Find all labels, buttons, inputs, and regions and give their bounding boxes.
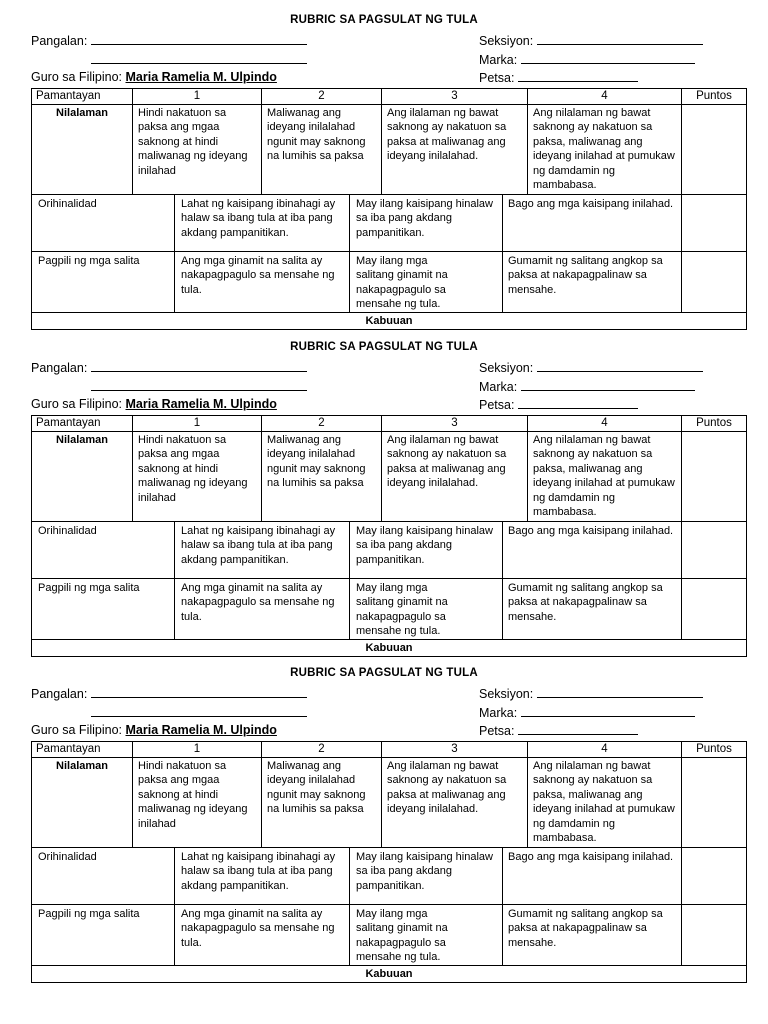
rubric-form-1 (0, 0, 768, 330)
orihinalidad-level-2: May ilang kaisipang hinalaw sa iba pang akdang pampanitikan. (356, 850, 493, 892)
nilalaman-level-2: Maliwanag ang ideyang inilalahad ngunit may saknong na lumihis sa paksa (262, 757, 382, 847)
date-field[interactable] (518, 723, 638, 735)
name-line-2 (91, 705, 307, 720)
pagpili-cell (32, 251, 682, 312)
section-label: Seksiyon: (479, 34, 534, 48)
date-line (479, 397, 638, 412)
nilalaman-level-4: Ang nilalaman ng bawat saknong ay nakatuon sa paksa, maliwanag ang ideyang inilahad at pumukaw ng damdamin ng mambabasa. (528, 431, 682, 521)
nilalaman-level-2: Maliwanag ang ideyang inilalahad ngunit may saknong na lumihis sa paksa (262, 104, 382, 194)
rubric-table (31, 415, 747, 657)
teacher-label: Guro sa Filipino: (31, 70, 123, 84)
grade-line (479, 379, 695, 394)
total-label: Kabuuan (32, 312, 747, 330)
date-line (479, 70, 638, 85)
criteria-orihinalidad: Orihinalidad (38, 850, 97, 863)
pagpili-level-3: Gumamit ng salitang angkop sa paksa at nakapagpalinaw sa mensahe. (508, 907, 663, 949)
header-level-3: 3 (382, 89, 528, 105)
teacher-line (31, 723, 277, 737)
criteria-orihinalidad: Orihinalidad (38, 524, 97, 537)
form-title: RUBRIC SA PAGSULAT NG TULA (290, 667, 478, 679)
pagpili-cell (32, 904, 682, 965)
date-label: Petsa: (479, 724, 515, 738)
header-level-1: 1 (133, 742, 262, 758)
date-field[interactable] (518, 397, 638, 409)
nilalaman-level-4: Ang nilalaman ng bawat saknong ay nakatuon sa paksa, maliwanag ang ideyang inilahad at pumukaw ng damdamin ng mambabasa. (528, 757, 682, 847)
date-label: Petsa: (479, 71, 515, 85)
pagpili-level-3: Gumamit ng salitang angkop sa paksa at nakapagpalinaw sa mensahe. (508, 254, 663, 296)
row-pagpili (32, 578, 747, 639)
header-level-2: 2 (262, 89, 382, 105)
grade-label: Marka: (479, 706, 518, 720)
pagpili-level-2: May ilang mga salitang ginamit na nakapagpagulo sa mensahe ng tula. (356, 254, 448, 310)
pagpili-level-3: Gumamit ng salitang angkop sa paksa at nakapagpalinaw sa mensahe. (508, 581, 663, 623)
section-label: Seksiyon: (479, 361, 534, 375)
row-nilalaman (32, 431, 747, 521)
grade-field[interactable] (521, 52, 695, 64)
grade-label: Marka: (479, 380, 518, 394)
grade-line (479, 705, 695, 720)
pagpili-cell (32, 578, 682, 639)
nilalaman-level-1: Hindi nakatuon sa paksa ang mgaa saknong at hindi maliwanag ng ideyang inilahad (133, 757, 262, 847)
name-field[interactable] (91, 33, 307, 45)
grade-field[interactable] (521, 705, 695, 717)
orihinalidad-cell (32, 521, 682, 578)
orihinalidad-points[interactable] (682, 847, 747, 904)
header-row (32, 742, 747, 758)
row-orihinalidad (32, 521, 747, 578)
section-line (479, 360, 703, 375)
rubric-form-3 (0, 653, 768, 983)
row-pagpili (32, 251, 747, 312)
row-nilalaman (32, 757, 747, 847)
criteria-orihinalidad: Orihinalidad (38, 197, 97, 210)
header-row (32, 416, 747, 432)
date-label: Petsa: (479, 398, 515, 412)
orihinalidad-level-1: Lahat ng kaisipang ibinahagi ay halaw sa ibang tula at iba pang akdang pampanitikan. (181, 524, 336, 566)
teacher-line (31, 70, 277, 84)
header-criteria: Pamantayan (32, 416, 133, 432)
name-field[interactable] (91, 686, 307, 698)
header-level-3: 3 (382, 416, 528, 432)
header-level-2: 2 (262, 742, 382, 758)
pagpili-level-2: May ilang mga salitang ginamit na nakapagpagulo sa mensahe ng tula. (356, 907, 448, 963)
pagpili-level-1: Ang mga ginamit na salita ay nakapagpagulo sa mensahe ng tula. (181, 581, 335, 623)
header-level-1: 1 (133, 89, 262, 105)
date-field[interactable] (518, 70, 638, 82)
section-label: Seksiyon: (479, 687, 534, 701)
name-label: Pangalan: (31, 687, 88, 701)
orihinalidad-level-2: May ilang kaisipang hinalaw sa iba pang akdang pampanitikan. (356, 197, 493, 239)
header-level-3: 3 (382, 742, 528, 758)
criteria-nilalaman: Nilalaman (32, 104, 133, 194)
teacher-name: Maria Ramelia M. Ulpindo (125, 723, 277, 737)
nilalaman-level-3: Ang ilalaman ng bawat saknong ay nakatuon sa paksa at maliwanag ang ideyang inilalahad. (382, 431, 528, 521)
header-level-1: 1 (133, 416, 262, 432)
criteria-nilalaman: Nilalaman (32, 757, 133, 847)
row-nilalaman (32, 104, 747, 194)
nilalaman-level-3: Ang ilalaman ng bawat saknong ay nakatuon sa paksa at maliwanag ang ideyang inilalahad. (382, 104, 528, 194)
section-field[interactable] (537, 33, 703, 45)
grade-field[interactable] (521, 379, 695, 391)
nilalaman-level-3: Ang ilalaman ng bawat saknong ay nakatuon sa paksa at maliwanag ang ideyang inilalahad. (382, 757, 528, 847)
teacher-label: Guro sa Filipino: (31, 397, 123, 411)
header-level-4: 4 (528, 89, 682, 105)
nilalaman-level-4: Ang nilalaman ng bawat saknong ay nakatuon sa paksa, maliwanag ang ideyang inilahad at pumukaw ng damdamin ng mambabasa. (528, 104, 682, 194)
name-field-2[interactable] (91, 379, 307, 391)
total-row (32, 965, 747, 983)
orihinalidad-points[interactable] (682, 521, 747, 578)
nilalaman-level-1: Hindi nakatuon sa paksa ang mgaa saknong at hindi maliwanag ng ideyang inilahad (133, 104, 262, 194)
nilalaman-level-1: Hindi nakatuon sa paksa ang mgaa saknong at hindi maliwanag ng ideyang inilahad (133, 431, 262, 521)
nilalaman-points[interactable] (682, 757, 747, 847)
form-title: RUBRIC SA PAGSULAT NG TULA (290, 341, 478, 353)
name-line (31, 33, 307, 48)
pagpili-level-1: Ang mga ginamit na salita ay nakapagpagulo sa mensahe ng tula. (181, 907, 335, 949)
name-field[interactable] (91, 360, 307, 372)
orihinalidad-level-2: May ilang kaisipang hinalaw sa iba pang akdang pampanitikan. (356, 524, 493, 566)
header-points: Puntos (682, 416, 747, 432)
teacher-label: Guro sa Filipino: (31, 723, 123, 737)
section-field[interactable] (537, 360, 703, 372)
name-field-2[interactable] (91, 705, 307, 717)
header-level-4: 4 (528, 742, 682, 758)
name-field-2[interactable] (91, 52, 307, 64)
name-line (31, 686, 307, 701)
row-pagpili (32, 904, 747, 965)
header-level-2: 2 (262, 416, 382, 432)
orihinalidad-level-3: Bago ang mga kaisipang inilahad. (508, 197, 674, 210)
nilalaman-points[interactable] (682, 104, 747, 194)
form-title: RUBRIC SA PAGSULAT NG TULA (290, 14, 478, 26)
row-orihinalidad (32, 847, 747, 904)
pagpili-points[interactable] (682, 251, 747, 312)
rubric-table (31, 741, 747, 983)
name-label: Pangalan: (31, 361, 88, 375)
nilalaman-level-2: Maliwanag ang ideyang inilalahad ngunit may saknong na lumihis sa paksa (262, 431, 382, 521)
orihinalidad-level-1: Lahat ng kaisipang ibinahagi ay halaw sa ibang tula at iba pang akdang pampanitikan. (181, 197, 336, 239)
section-line (479, 686, 703, 701)
grade-label: Marka: (479, 53, 518, 67)
section-field[interactable] (537, 686, 703, 698)
name-label: Pangalan: (31, 34, 88, 48)
orihinalidad-cell (32, 847, 682, 904)
grade-line (479, 52, 695, 67)
rubric-table (31, 88, 747, 330)
nilalaman-points[interactable] (682, 431, 747, 521)
header-criteria: Pamantayan (32, 89, 133, 105)
header-points: Puntos (682, 742, 747, 758)
header-row (32, 89, 747, 105)
teacher-name: Maria Ramelia M. Ulpindo (125, 70, 277, 84)
row-orihinalidad (32, 194, 747, 251)
name-line (31, 360, 307, 375)
total-label: Kabuuan (32, 965, 747, 983)
criteria-nilalaman: Nilalaman (32, 431, 133, 521)
criteria-pagpili: Pagpili ng mga salita (38, 581, 140, 594)
date-line (479, 723, 638, 738)
total-label: Kabuuan (32, 639, 747, 657)
header-level-4: 4 (528, 416, 682, 432)
criteria-pagpili: Pagpili ng mga salita (38, 907, 140, 920)
header-criteria: Pamantayan (32, 742, 133, 758)
pagpili-points[interactable] (682, 904, 747, 965)
pagpili-level-2: May ilang mga salitang ginamit na nakapagpagulo sa mensahe ng tula. (356, 581, 448, 637)
name-line-2 (91, 52, 307, 67)
orihinalidad-cell (32, 194, 682, 251)
pagpili-points[interactable] (682, 578, 747, 639)
orihinalidad-points[interactable] (682, 194, 747, 251)
section-line (479, 33, 703, 48)
header-points: Puntos (682, 89, 747, 105)
orihinalidad-level-3: Bago ang mga kaisipang inilahad. (508, 850, 674, 863)
teacher-name: Maria Ramelia M. Ulpindo (125, 397, 277, 411)
teacher-line (31, 397, 277, 411)
rubric-form-2 (0, 327, 768, 657)
name-line-2 (91, 379, 307, 394)
orihinalidad-level-1: Lahat ng kaisipang ibinahagi ay halaw sa ibang tula at iba pang akdang pampanitikan. (181, 850, 336, 892)
orihinalidad-level-3: Bago ang mga kaisipang inilahad. (508, 524, 674, 537)
pagpili-level-1: Ang mga ginamit na salita ay nakapagpagulo sa mensahe ng tula. (181, 254, 335, 296)
criteria-pagpili: Pagpili ng mga salita (38, 254, 140, 267)
